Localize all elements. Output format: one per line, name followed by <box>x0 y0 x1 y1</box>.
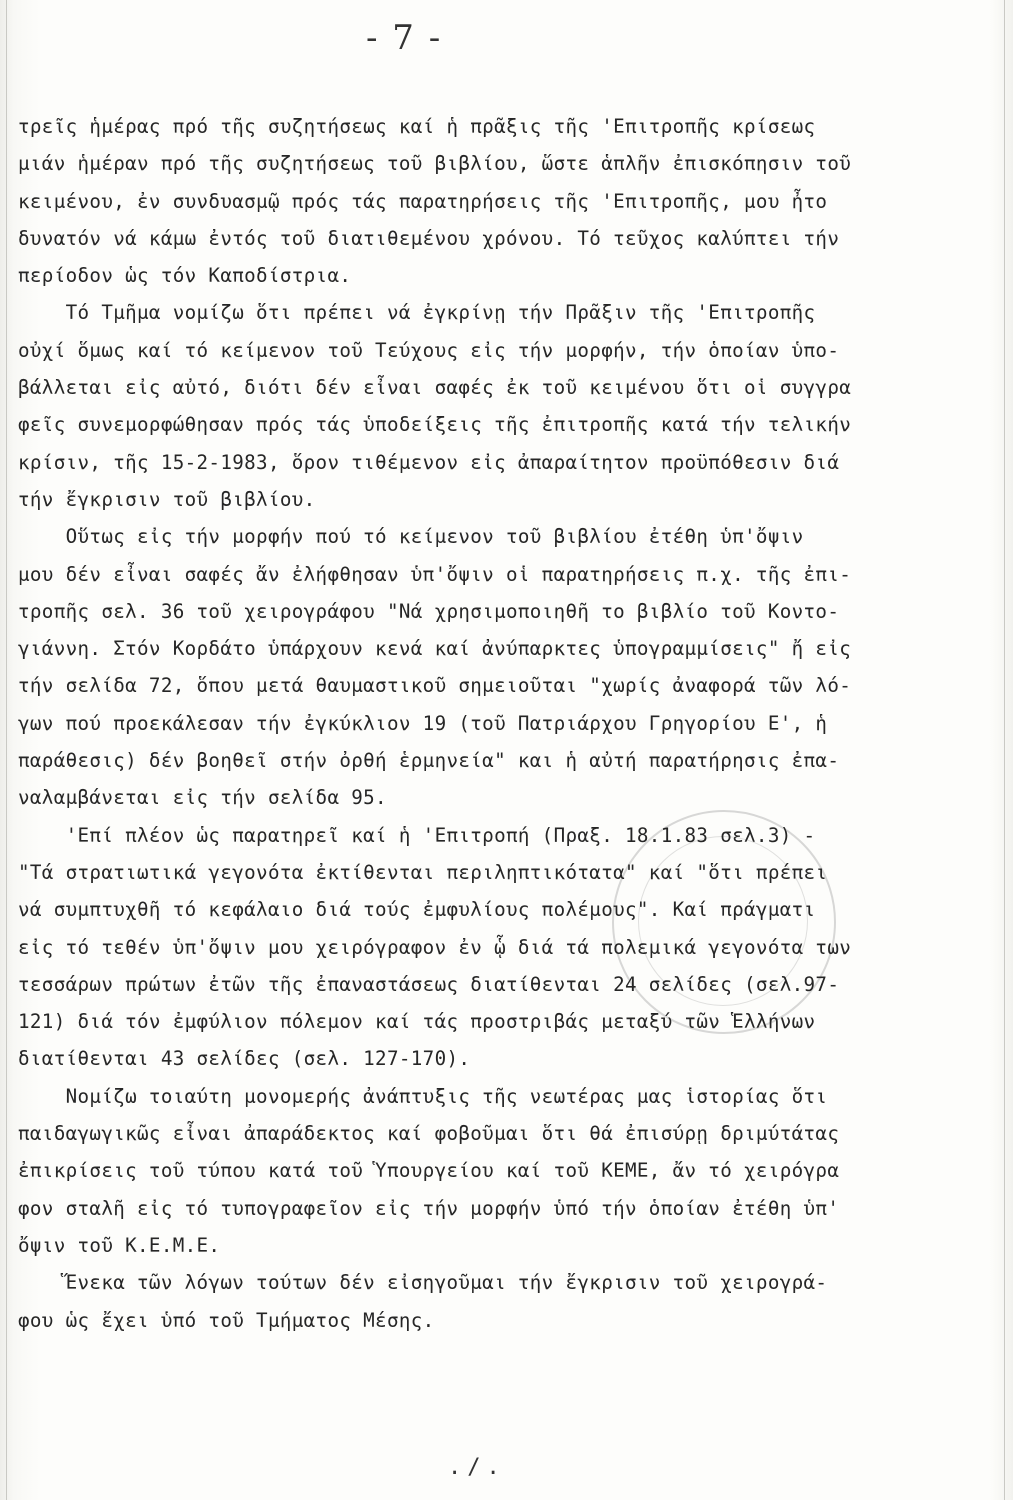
text-line: γων πού προεκάλεσαν τήν ἐγκύκλιον 19 (τοῦ Πατριάρχου Γρηγορίου Ε', ἡ <box>18 711 828 735</box>
text-line: βάλλεται εἰς αὐτό, διότι δέν εἶναι σαφές ἐκ τοῦ κειμένου ὅτι οἱ συγγρα <box>18 376 852 400</box>
text-line: ὄψιν τοῦ Κ.Ε.Μ.Ε. <box>18 1233 221 1257</box>
page-number: - 7 - <box>366 18 443 58</box>
text-line: τήν ἔγκρισιν τοῦ βιβλίου. <box>18 487 316 511</box>
text-line: οὐχί ὅμως καί τό κείμενον τοῦ Τεύχους εἰς τήν μορφήν, τήν ὁποίαν ὑπο- <box>18 338 840 362</box>
text-line: μιάν ἡμέραν πρό τῆς συζητήσεως τοῦ βιβλίου, ὥστε ἁπλῆν ἐπισκόπησιν τοῦ <box>18 152 852 176</box>
text-line: Οὕτως εἰς τήν μορφήν πού τό κείμενον τοῦ βιβλίου ἐτέθη ὑπ'ὄψιν <box>18 525 804 549</box>
text-line: ἐπικρίσεις τοῦ τύπου κατά τοῦ Ὑπουργείου καί τοῦ ΚΕΜΕ, ἄν τό χειρόγρα <box>18 1159 840 1183</box>
text-line: "Τά στρατιωτικά γεγονότα ἐκτίθενται περιληπτικότατα" καί "ὅτι πρέπει <box>18 860 828 884</box>
text-line: δυνατόν νά κάμω ἐντός τοῦ διατιθεμένου χρόνου. Τό τεῦχος καλύπτει τήν <box>18 226 840 250</box>
scan-edge-left <box>6 0 7 1500</box>
text-line: μου δέν εἶναι σαφές ἄν ἐλήφθησαν ὑπ'ὄψιν οἱ παρατηρήσεις π.χ. τῆς ἐπι- <box>18 562 852 586</box>
text-line: Νομίζω τοιαύτη μονομερής ἀνάπτυξις τῆς νεωτέρας μας ἱστορίας ὅτι <box>18 1084 828 1108</box>
text-line: κειμένου, ἐν συνδυασμῷ πρός τάς παρατηρήσεις τῆς 'Επιτροπῆς, μου ἦτο <box>18 189 828 213</box>
text-line: φεῖς συνεμορφώθησαν πρός τάς ὑποδείξεις τῆς ἐπιτροπῆς κατά τήν τελικήν <box>18 413 852 437</box>
text-line: τήν σελίδα 72, ὅπου μετά θαυμαστικοῦ σημειοῦται "χωρίς ἀναφορά τῶν λό- <box>18 674 852 698</box>
text-line: γιάννη. Στόν Κορδάτο ὑπάρχουν κενά καί ἀνύπαρκτες ὑπογραμμίσεις" ἤ εἰς <box>18 637 852 661</box>
text-line: 'Επί πλέον ὡς παρατηρεῖ καί ἡ 'Επιτροπή (Πραξ. 18.1.83 σελ.3) - <box>18 823 816 847</box>
text-line: κρίσιν, τῆς 15-2-1983, ὅρον τιθέμενον εἰς ἀπαραίτητον προϋπόθεσιν διά <box>18 450 840 474</box>
text-line: φου ὡς ἔχει ὑπό τοῦ Τμήματος Μέσης. <box>18 1308 435 1332</box>
text-line: τεσσάρων πρώτων ἐτῶν τῆς ἐπαναστάσεως διατίθενται 24 σελίδες (σελ.97- <box>18 972 840 996</box>
document-body <box>18 108 973 1339</box>
text-line: φον σταλῆ εἰς τό τυπογραφεῖον εἰς τήν μορφήν ὑπό τήν ὁποίαν ἐτέθη ὑπ' <box>18 1196 840 1220</box>
text-line: τροπῆς σελ. 36 τοῦ χειρογράφου "Νά χρησιμοποιηθῆ το βιβλίο τοῦ Κοντο- <box>18 599 840 623</box>
text-line: Ἕνεκα τῶν λόγων τούτων δέν εἰσηγοῦμαι τήν ἔγκρισιν τοῦ χειρογρά- <box>18 1271 828 1295</box>
scan-edge-right <box>1004 0 1005 1500</box>
text-line: περίοδον ὡς τόν Καποδίστρια. <box>18 264 352 288</box>
text-line: παράθεσις) δέν βοηθεῖ στήν ὀρθή ἑρμηνεία" και ἡ αὐτή παρατήρησις ἐπα- <box>18 749 840 773</box>
text-line: εἰς τό τεθέν ὑπ'ὄψιν μου χειρόγραφον ἐν ᾧ διά τά πολεμικά γεγονότα των <box>18 935 852 959</box>
text-line: παιδαγωγικῶς εἶναι ἀπαράδεκτος καί φοβοῦμαι ὅτι θά ἐπισύρῃ δριμύτάτας <box>18 1122 840 1146</box>
text-line: Τό Τμῆμα νομίζω ὅτι πρέπει νά ἐγκρίνῃ τήν Πρᾶξιν τῆς 'Επιτροπῆς <box>18 301 816 325</box>
text-line: τρεῖς ἡμέρας πρό τῆς συζητήσεως καί ἡ πρᾶξις τῆς 'Επιτροπῆς κρίσεως <box>18 115 816 138</box>
continuation-mark: ./. <box>448 1455 506 1480</box>
text-line: 121) διά τόν ἐμφύλιον πόλεμον καί τάς προστριβάς μεταξύ τῶν Ἑλλήνων <box>18 1010 816 1034</box>
text-line: νά συμπτυχθῆ τό κεφάλαιο διά τούς ἐμφυλίους πολέμους". Καί πράγματι <box>18 898 816 922</box>
text-line: ναλαμβάνεται εἰς τήν σελίδα 95. <box>18 786 387 810</box>
text-line: διατίθενται 43 σελίδες (σελ. 127-170). <box>18 1047 471 1071</box>
